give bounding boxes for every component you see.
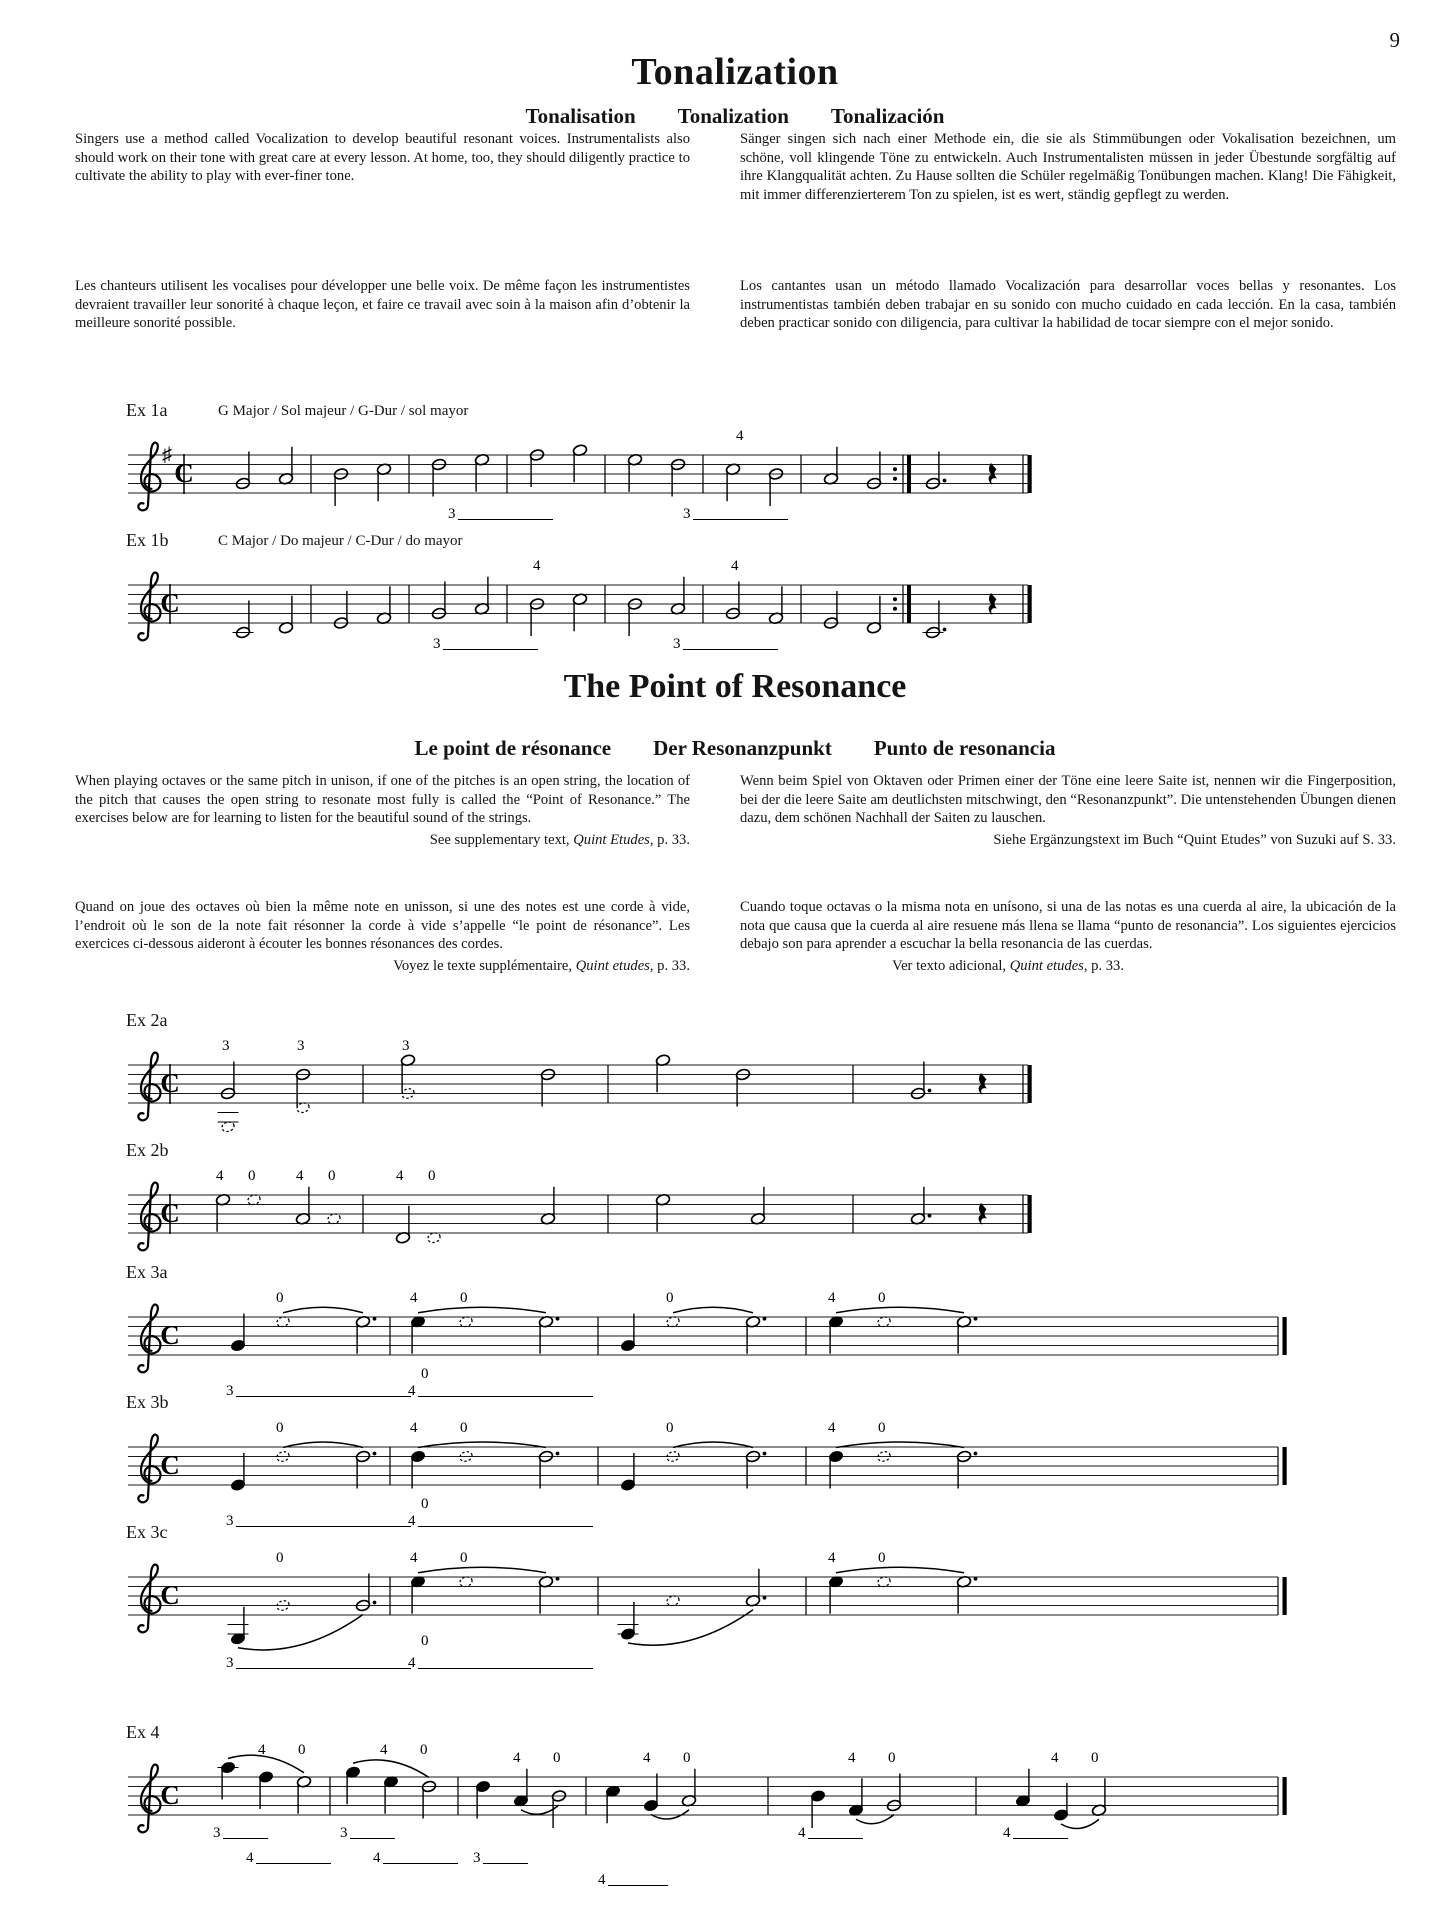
svg-text:3: 3 [297, 1038, 305, 1054]
subtitle-spanish: Tonalización [830, 104, 945, 128]
ref-post: p. 33. [1087, 957, 1124, 974]
supplementary-ref-de [740, 831, 1396, 850]
section-title-tonalization: Tonalization [631, 51, 839, 93]
svg-text:C: C [160, 1198, 180, 1228]
svg-text:C: C [160, 1068, 180, 1098]
svg-text:4: 4 [828, 1290, 836, 1306]
svg-text:4: 4 [396, 1168, 404, 1184]
exercise-ex3c [118, 1512, 1288, 1712]
svg-text:0: 0 [1091, 1750, 1099, 1766]
section-title-resonance: The Point of Resonance [563, 668, 907, 705]
supplementary-ref-en [75, 831, 690, 850]
resonance-paragraph-es [740, 898, 1396, 975]
svg-text:4: 4 [828, 1550, 836, 1566]
subtitle-english: Tonalization [677, 104, 789, 128]
svg-text:0: 0 [276, 1290, 284, 1306]
exercise-ex1b [118, 520, 1038, 695]
svg-text:4: 4 [408, 1383, 416, 1399]
svg-text:♯: ♯ [162, 444, 172, 466]
svg-text:4: 4 [848, 1750, 856, 1766]
svg-text:0: 0 [248, 1168, 256, 1184]
svg-text:4: 4 [296, 1168, 304, 1184]
svg-text:3: 3 [226, 1655, 234, 1671]
tonalization-paragraph-de: Sänger singen sich nach einer Methode ein, die sie als Stimmübungen oder Vokalisation bezeichnen, um schöne, voll klingende Töne zu entwickeln. Auch Instrumentalisten müssen in jeder Übestunde sorgfältig auf ihre Klangqualität achten. Zu Hause sollten die Schüler regelmäßig Tonübungen machen. Klang! Die Fähigkeit, mit immer differenzierterem Ton zu spielen, ist es wert, ständig gepflegt zu werden. [740, 131, 1396, 203]
svg-text:0: 0 [421, 1633, 429, 1649]
svg-text:0: 0 [298, 1742, 306, 1758]
exercise-key-text: G Major / Sol majeur / G-Dur / sol mayor [218, 403, 469, 419]
exercise-label: Ex 2a [126, 1010, 168, 1030]
svg-text:3: 3 [433, 636, 441, 652]
svg-text:0: 0 [421, 1496, 429, 1512]
tonalization-paragraph-en: Singers use a method called Vocalization to develop beautiful resonant voices. Instrumentalists also should work on their tone with great care at every lesson. At home, too, they should diligently practice to cultivate the ability to play with ever-finer tone. [75, 131, 690, 185]
resonance-text-de: Wenn beim Spiel von Oktaven oder Primen einer der Töne eine leere Saite ist, nennen wir die Fingerposition, bei der die leere Saite am deutlichsten mitschwingt, den “Resonanzpunkt”. Die untenstehenden Übungen dienen dazu, dem schönen Nachhall der Saiten zu lauschen. [740, 773, 1396, 827]
supplementary-ref-fr [75, 957, 690, 976]
subtitle-spanish: Punto de resonancia [873, 736, 1056, 760]
exercise-label: Ex 4 [126, 1722, 160, 1742]
exercise-label: Ex 2b [126, 1140, 169, 1160]
svg-text:0: 0 [276, 1420, 284, 1436]
svg-text:0: 0 [460, 1550, 468, 1566]
svg-text:4: 4 [408, 1655, 416, 1671]
page-number: 9 [1389, 28, 1400, 52]
svg-text:4: 4 [598, 1872, 606, 1888]
svg-text:C: C [160, 1780, 180, 1810]
svg-text:0: 0 [666, 1290, 674, 1306]
resonance-paragraph-fr [75, 898, 690, 975]
ref-post: p. 33. [653, 957, 690, 974]
svg-text:4: 4 [216, 1168, 224, 1184]
svg-text:4: 4 [408, 1513, 416, 1529]
ref-italic: Quint etudes, [1009, 957, 1088, 974]
ref-italic: Quint Etudes [573, 831, 650, 848]
subtitle-french: Tonalisation [525, 104, 636, 128]
svg-text:3: 3 [473, 1850, 481, 1866]
svg-text:C: C [160, 1450, 180, 1480]
exercise-label: Ex 3b [126, 1392, 169, 1412]
svg-text:3: 3 [402, 1038, 410, 1054]
svg-text:4: 4 [410, 1420, 418, 1436]
svg-text:4: 4 [380, 1742, 388, 1758]
svg-text:0: 0 [553, 1750, 561, 1766]
svg-text:3: 3 [683, 506, 691, 522]
svg-text:0: 0 [683, 1750, 691, 1766]
tonalization-paragraph-es: Los cantantes usan un método llamado Vocalización para desarrollar voces bellas y resonantes. Los instrumentistas también deben trabajar en su sonido con mucho cuidado en cada lección. En la casa, también deben practicar sonido con diligencia, para cultivar la habilidad de tocar siempre con el mejor sonido. [740, 278, 1396, 332]
svg-text:4: 4 [1003, 1825, 1011, 1841]
ref-pre: Voyez le texte supplémentaire, [393, 957, 576, 974]
svg-text:0: 0 [878, 1290, 886, 1306]
svg-text:3: 3 [222, 1038, 230, 1054]
svg-text:0: 0 [421, 1366, 429, 1382]
ref-pre: Siehe Ergänzungstext im Buch “Quint Etudes” von Suzuki auf S. 33. [993, 831, 1396, 848]
ref-post: , p. 33. [649, 831, 690, 848]
svg-text:3: 3 [448, 506, 456, 522]
staff-svg [118, 1512, 1288, 1712]
svg-text:0: 0 [878, 1550, 886, 1566]
svg-text:3: 3 [673, 636, 681, 652]
svg-text:4: 4 [828, 1420, 836, 1436]
svg-text:0: 0 [420, 1742, 428, 1758]
resonance-text-es: Cuando toque octavas o la misma nota en unísono, si una de las notas es una cuerda al aire, la ubicación de la nota que causa que la cuerda al aire resuene más llena se llama “punto de resonancia”. Los siguientes ejercicios debajo son para aprender a escuchar la bella resonancia de las cuerdas. [740, 899, 1396, 953]
exercise-label: Ex 1b [126, 530, 169, 550]
svg-text:C: C [174, 458, 194, 488]
exercise-key-text: C Major / Do majeur / C-Dur / do mayor [218, 533, 463, 549]
tonalization-paragraph-fr: Les chanteurs utilisent les vocalises pour développer une belle voix. De même façon les instrumentistes devraient travailler leur sonorité à chaque leçon, et faire ce travail avec soin à la maison afin d’obtenir la meilleure sonorité possible. [75, 278, 690, 332]
resonance-subtitles [75, 736, 1395, 761]
svg-text:3: 3 [213, 1825, 221, 1841]
resonance-paragraph-de [740, 772, 1396, 849]
svg-text:4: 4 [736, 428, 744, 444]
resonance-text-fr: Quand on joue des octaves où bien la même note en unisson, si une des notes est une corde à vide, l’endroit où le son de la note fait résonner la corde à vide s’appelle “le point de résonance”. Les exercices ci-dessous aideront à écouter les bonnes résonances des cordes. [75, 899, 690, 953]
exercise-ex4 [118, 1712, 1288, 1912]
exercise-label: Ex 3a [126, 1262, 168, 1282]
svg-text:C: C [160, 1320, 180, 1350]
svg-text:4: 4 [258, 1742, 266, 1758]
svg-text:0: 0 [276, 1550, 284, 1566]
svg-text:0: 0 [878, 1420, 886, 1436]
resonance-text-en: When playing octaves or the same pitch in unison, if one of the pitches is an open string, the location of the pitch that causes the open string to resonate most fully is called the “Point of Resonance.” The exercises below are for learning to listen for the beautiful sound of the strings. [75, 773, 690, 827]
svg-text:3: 3 [226, 1383, 234, 1399]
ref-italic: Quint etudes, [575, 957, 654, 974]
svg-text:4: 4 [643, 1750, 651, 1766]
svg-text:0: 0 [460, 1290, 468, 1306]
supplementary-ref-es [740, 957, 1396, 976]
svg-text:4: 4 [373, 1850, 381, 1866]
ref-pre: Ver texto adicional, [892, 957, 1010, 974]
exercise-label: Ex 3c [126, 1522, 168, 1542]
svg-text:4: 4 [533, 558, 541, 574]
svg-text:0: 0 [666, 1420, 674, 1436]
svg-text:4: 4 [798, 1825, 806, 1841]
svg-text:4: 4 [246, 1850, 254, 1866]
staff-svg [118, 1712, 1288, 1912]
svg-text:C: C [160, 588, 180, 618]
svg-text:4: 4 [513, 1750, 521, 1766]
subtitle-french: Le point de résonance [414, 736, 612, 760]
svg-text:3: 3 [340, 1825, 348, 1841]
svg-text:4: 4 [410, 1550, 418, 1566]
svg-text:0: 0 [460, 1420, 468, 1436]
svg-text:0: 0 [428, 1168, 436, 1184]
subtitle-german: Der Resonanzpunkt [653, 736, 832, 760]
resonance-paragraph-en [75, 772, 690, 849]
exercise-label: Ex 1a [126, 400, 168, 420]
svg-text:4: 4 [1051, 1750, 1059, 1766]
tonalization-subtitles [75, 104, 1395, 129]
svg-text:3: 3 [226, 1513, 234, 1529]
ref-pre: See supplementary text, [429, 831, 574, 848]
svg-text:4: 4 [410, 1290, 418, 1306]
svg-text:4: 4 [731, 558, 739, 574]
svg-text:C: C [160, 1580, 180, 1610]
svg-text:0: 0 [888, 1750, 896, 1766]
svg-text:0: 0 [328, 1168, 336, 1184]
